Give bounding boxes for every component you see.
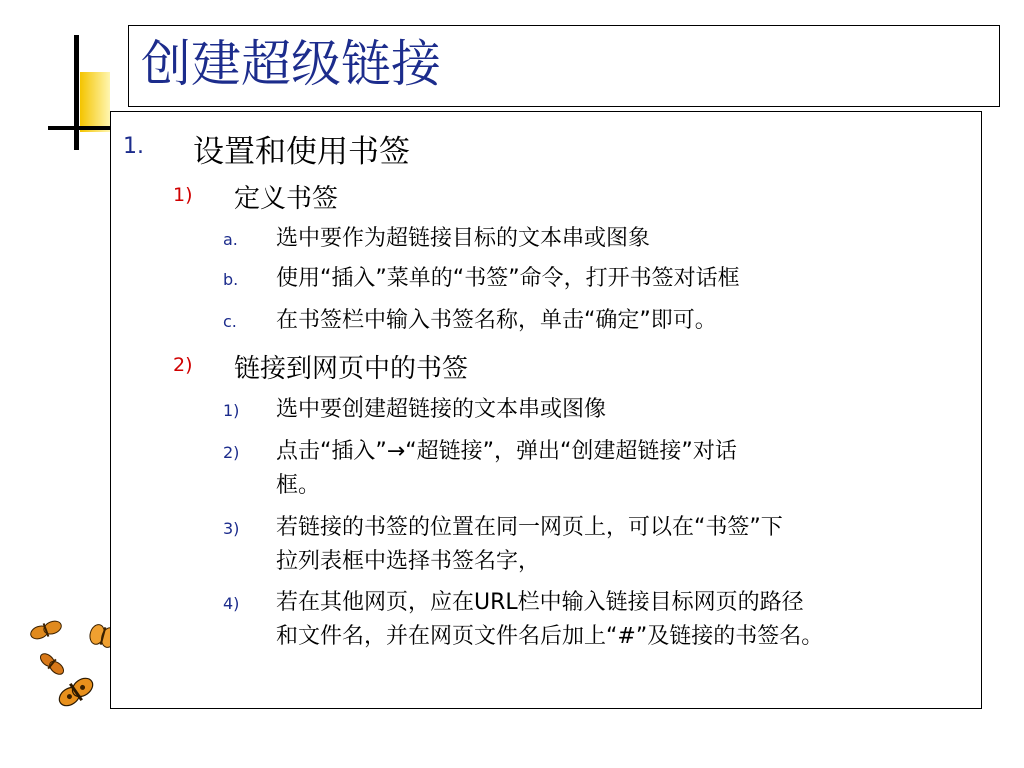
list-marker: 2)	[223, 443, 240, 462]
list-text: 链接到网页中的书签	[234, 354, 469, 384]
list-text-line2: 和文件名，并在网页文件名后加上“#”及链接的书签名。	[276, 624, 824, 649]
list-marker: 3)	[223, 519, 240, 538]
content-box	[110, 111, 982, 709]
list-marker: 2)	[173, 354, 193, 376]
cross-horizontal-line	[48, 126, 118, 130]
butterfly-icon	[37, 650, 66, 677]
cross-vertical-line	[74, 35, 79, 150]
list-marker: 1)	[173, 184, 193, 206]
list-text: 定义书签	[234, 184, 339, 214]
list-text: 选中要创建超链接的文本串或图像	[276, 397, 607, 422]
list-text: 在书签栏中输入书签名称，单击“确定”即可。	[276, 308, 717, 333]
list-marker: c.	[223, 312, 237, 331]
list-text-line1: 若在其他网页，应在URL栏中输入链接目标网页的路径	[276, 590, 804, 615]
title-box	[128, 25, 1000, 107]
list-marker: a.	[223, 230, 238, 249]
butterfly-icon	[55, 673, 98, 711]
list-marker: 1.	[123, 134, 144, 159]
yellow-gradient-decoration	[80, 72, 110, 132]
list-text-line2: 框。	[276, 473, 321, 498]
list-marker: 1)	[223, 401, 240, 420]
slide-title: 创建超级链接	[141, 35, 441, 93]
list-text-line2: 拉列表框中选择书签名字，	[276, 549, 541, 574]
list-text-line1: 点击“插入”→“超链接”，弹出“创建超链接”对话	[276, 439, 737, 464]
list-text: 设置和使用书签	[193, 134, 410, 170]
list-text-line1: 若链接的书签的位置在同一网页上，可以在“书签”下	[276, 515, 783, 540]
list-text: 选中要作为超链接目标的文本串或图象	[276, 226, 651, 251]
list-marker: 4)	[223, 594, 240, 613]
list-text: 使用“插入”菜单的“书签”命令，打开书签对话框	[276, 266, 740, 291]
list-marker: b.	[223, 270, 239, 289]
butterfly-icon	[29, 618, 64, 642]
